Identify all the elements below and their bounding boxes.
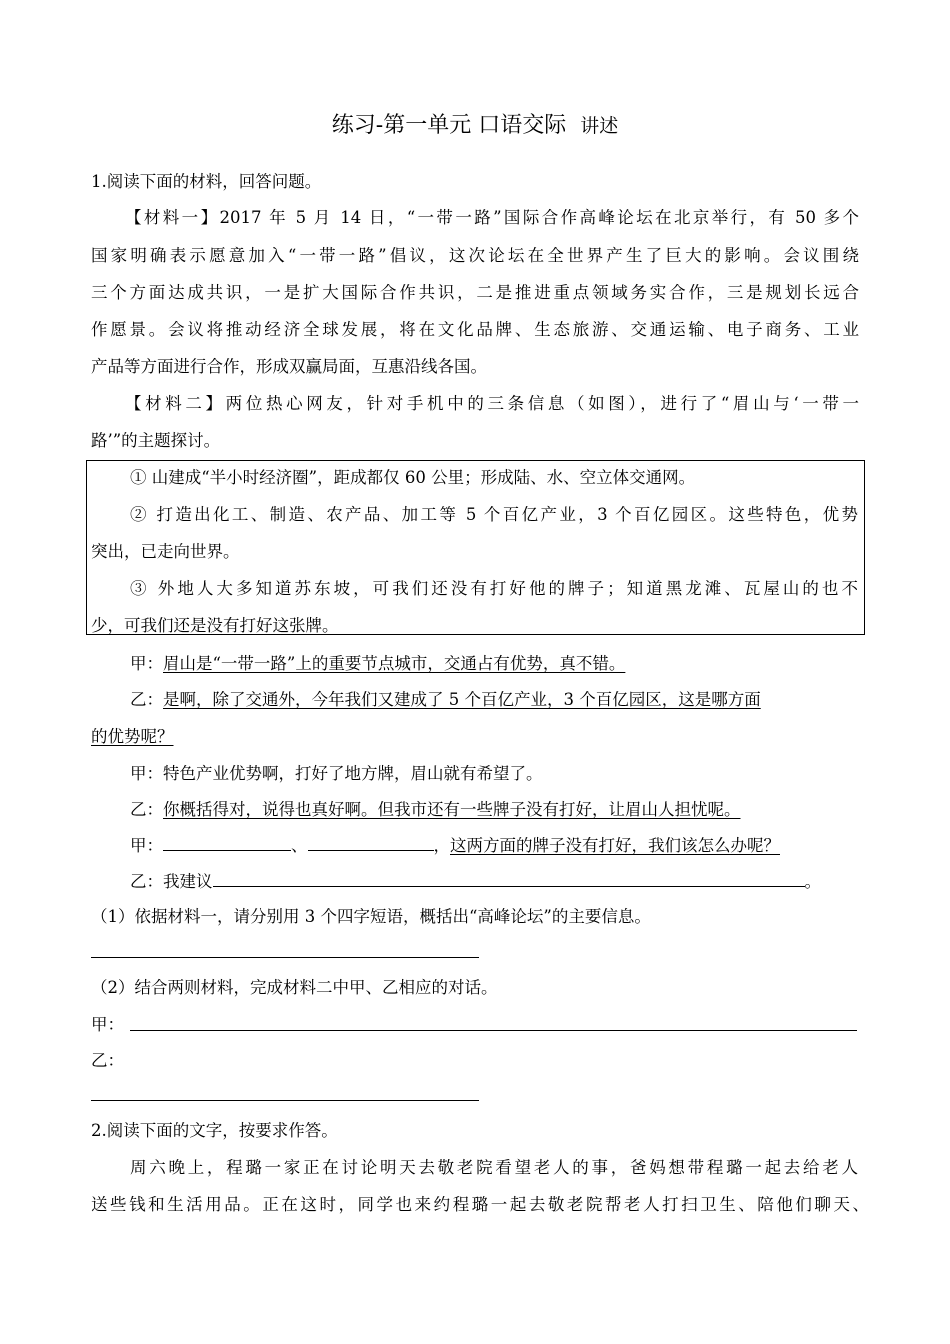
dialog-yi-1: 乙：是啊，除了交通外，今年我们又建成了 5 个百亿产业，3 个百亿园区，这是哪方面 <box>130 690 761 709</box>
q2-line: 周六晚上，程璐一家正在讨论明天去敬老院看望老人的事，爸妈想带程璐一起去给老人 <box>130 1158 858 1177</box>
answer-yi-label: 乙： <box>91 1051 124 1070</box>
answer-line-yi[interactable] <box>91 1100 479 1101</box>
dialog-jia-2: 甲：特色产业优势啊，打好了地方牌，眉山就有希望了。 <box>130 764 543 783</box>
q2-intro: 2.阅读下面的文字，按要求作答。 <box>91 1121 338 1140</box>
m1-line: 国家明确表示愿意加入“一带一路”倡议，这次论坛在全世界产生了巨大的影响。会议围绕 <box>91 246 859 265</box>
box-line: ① 山建成“半小时经济圈”，距成都仅 60 公里；形成陆、水、空立体交通网。 <box>130 468 696 487</box>
fill-blank-3[interactable] <box>213 870 805 887</box>
fill-blank-2[interactable] <box>308 834 434 851</box>
fill-blank-1[interactable] <box>163 834 291 851</box>
box-line: ② 打造出化工、制造、农产品、加工等 5 个百亿产业，3 个百亿园区。这些特色，优势 <box>130 505 858 524</box>
sub-question-1: （1）依据材料一，请分别用 3 个四字短语，概括出“高峰论坛”的主要信息。 <box>91 907 651 926</box>
q2-line: 送些钱和生活用品。正在这时，同学也来约程璐一起去敬老院帮老人打扫卫生、陪他们聊天、 <box>91 1195 869 1214</box>
box-line: 少，可我们还是没有打好这张牌。 <box>91 616 339 635</box>
m1-line: 作愿景。会议将推动经济全球发展，将在文化品牌、生态旅游、交通运输、电子商务、工业 <box>91 320 859 339</box>
answer-line-jia[interactable] <box>130 1030 857 1031</box>
answer-line-1[interactable] <box>91 957 479 958</box>
m2-line: 【材料二】两位热心网友，针对手机中的三条信息（如图），进行了“眉山与‘一带一 <box>125 394 859 413</box>
q1-intro: 1.阅读下面的材料，回答问题。 <box>91 172 322 191</box>
dialog-yi-1-cont: 的优势呢？ <box>91 727 174 746</box>
dialog-yi-3: 乙：我建议 。 <box>130 872 821 891</box>
dialog-yi-2: 乙：你概括得对，说得也真好啊。但我市还有一些牌子没有打好，让眉山人担忧呢。 <box>130 800 741 819</box>
m2-line: 路’”的主题探讨。 <box>91 431 221 450</box>
m1-line: 产品等方面进行合作，形成双赢局面，互惠沿线各国。 <box>91 357 487 376</box>
dialog-jia-1: 甲：眉山是“一带一路”上的重要节点城市，交通占有优势，真不错。 <box>130 654 626 673</box>
sub-question-2: （2）结合两则材料，完成材料二中甲、乙相应的对话。 <box>91 978 498 997</box>
box-line: ③ 外地人大多知道苏东坡，可我们还没有打好他的牌子；知道黑龙滩、瓦屋山的也不 <box>130 579 858 598</box>
page-subtitle: 讲述 <box>580 115 619 137</box>
answer-jia-label: 甲： <box>91 1015 124 1034</box>
m1-line: 三个方面达成共识，一是扩大国际合作共识，二是推进重点领域务实合作，三是规划长远合 <box>91 283 859 302</box>
page-title: 练习-第一单元 口语交际 讲述 <box>331 113 619 138</box>
m1-line: 【材料一】2017 年 5 月 14 日，“一带一路”国际合作高峰论坛在北京举行，有 50 多个 <box>125 208 859 227</box>
dialog-jia-3: 甲： 、 ，这两方面的牌子没有打好，我们该怎么办呢？ <box>130 836 780 855</box>
box-line: 突出，已走向世界。 <box>91 542 240 561</box>
